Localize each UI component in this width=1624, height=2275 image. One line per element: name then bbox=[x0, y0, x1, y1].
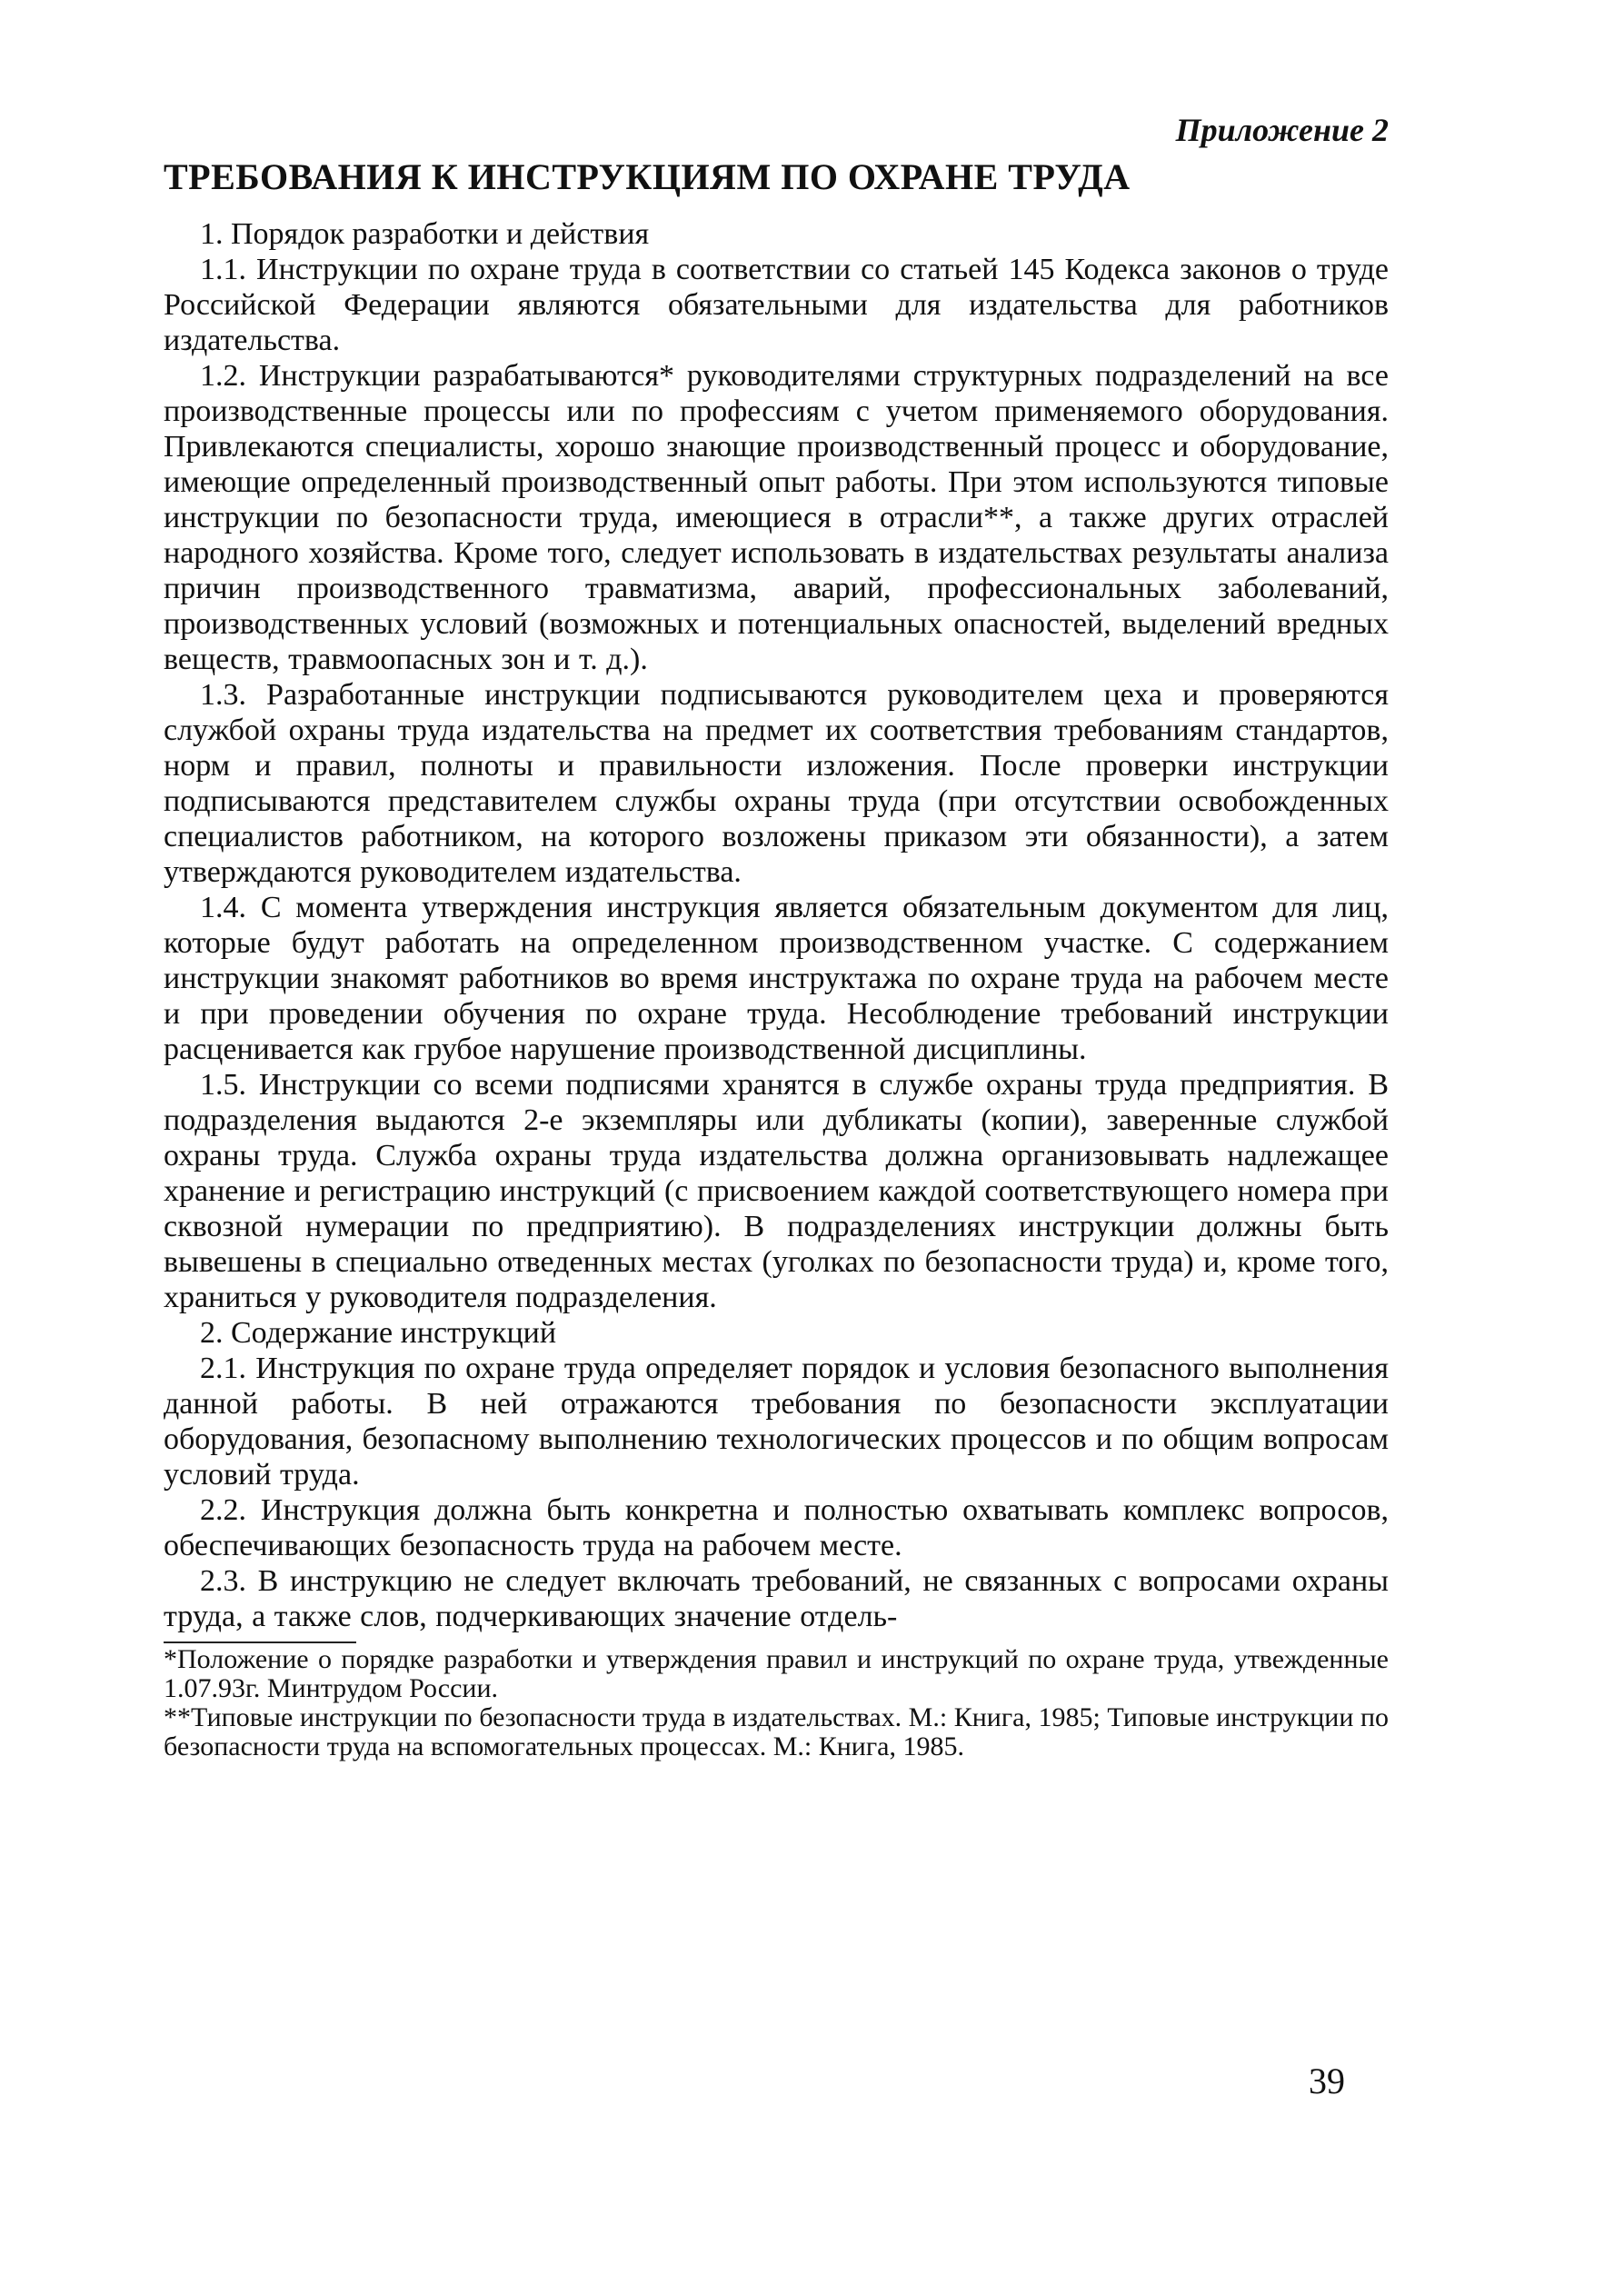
section-heading-1: 1. Порядок разработки и действия bbox=[200, 217, 650, 251]
page-title: ТРЕБОВАНИЯ К ИНСТРУКЦИЯМ ПО ОХРАНЕ ТРУДА bbox=[164, 156, 1131, 197]
footnote-1: *Положение о порядке разработки и утверждения правил и инструкций по охране труда, утвежденные 1.07.93г. Минтрудом России. bbox=[164, 1644, 1389, 1703]
footnote-2: **Типовые инструкции по безопасности труда в издательствах. М.: Книга, 1985; Типовые инструкции по безопасности труда на вспомогательных процессах. М.: Книга, 1985. bbox=[164, 1702, 1389, 1761]
footnote-divider bbox=[164, 1641, 356, 1643]
paragraph-1-3: 1.3. Разработанные инструкции подписываются руководителем цеха и проверяются службой охраны труда издательства на предмет их соответствия требованиям стандартов, норм и правил, полноты и правильности изложения. После проверки инструкции подписываются представителем службы охраны труда (при отсутствии освобожденных специалистов работником, на которого возложены приказом эти обязанности), а затем утверждаются руководителем издательства. bbox=[164, 678, 1389, 889]
document-page bbox=[164, 109, 1389, 1761]
paragraph-1-2: 1.2. Инструкции разрабатываются* руководителями структурных подразделений на все производственные процессы или по профессиям с учетом применяемого оборудования. Привлекаются специалисты, хорошо знающие производственный процесс и оборудование, имеющие определенный производственный опыт работы. При этом используются типовые инструкции по безопасности труда, имеющиеся в отрасли**, а также других отраслей народного хозяйства. Кроме того, следует использовать в издательствах результаты анализа причин производственного травматизма, аварий, профессиональных заболеваний, производственных условий (возможных и потенциальных опасностей, выделений вредных веществ, травмоопасных зон и т. д.). bbox=[164, 359, 1389, 676]
paragraph-2-2: 2.2. Инструкция должна быть конкретна и полностью охватывать комплекс вопросов, обеспечивающих безопасность труда на рабочем месте. bbox=[164, 1493, 1389, 1562]
paragraph-2-1: 2.1. Инструкция по охране труда определяет порядок и условия безопасного выполнения данной работы. В ней отражаются требования по безопасности эксплуатации оборудования, безопасному выполнению технологических процессов и по общим вопросам условий труда. bbox=[164, 1352, 1389, 1492]
paragraph-1-4: 1.4. С момента утверждения инструкция является обязательным документом для лиц, которые будут работать на определенном производственном участке. С содержанием инструкции знакомят работников во время инструктажа по охране труда на рабочем месте и при проведении обучения по охране труда. Несоблюдение требований инструкции расценивается как грубое нарушение производственной дисциплины. bbox=[164, 891, 1389, 1066]
paragraph-2-3: 2.3. В инструкцию не следует включать требований, не связанных с вопросами охраны труда, а также слов, подчеркивающих значение отдель- bbox=[164, 1564, 1389, 1633]
paragraph-1-5: 1.5. Инструкции со всеми подписями хранятся в службе охраны труда предприятия. В подразделения выдаются 2-е экземпляры или дубликаты (копии), заверенные службой охраны труда. Служба охраны труда издательства должна организовывать надлежащее хранение и регистрацию инструкций (с присвоением каждой соответствующего номера при сквозной нумерации по предприятию). В подразделениях инструкции должны быть вывешены в специально отведенных местах (уголках по безопасности труда) и, кроме того, храниться у руководителя подразделения. bbox=[164, 1068, 1389, 1314]
section-heading-2: 2. Содержание инструкций bbox=[200, 1316, 557, 1350]
page-number: 39 bbox=[1309, 2060, 1345, 2101]
appendix-label: Приложение 2 bbox=[1175, 112, 1389, 148]
paragraph-1-1: 1.1. Инструкции по охране труда в соответствии со статьей 145 Кодекса законов о труде Российской Федерации являются обязательными для издательства для работников издательства. bbox=[164, 253, 1389, 357]
